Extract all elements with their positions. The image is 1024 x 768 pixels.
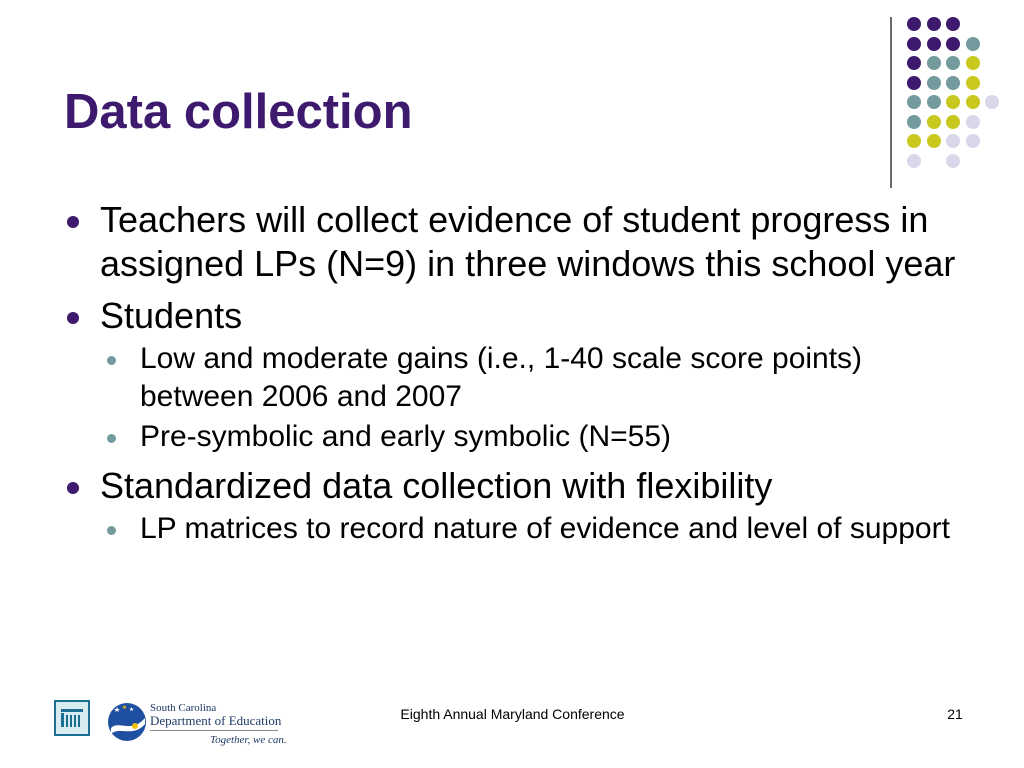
sub-bullet-item <box>62 340 962 416</box>
sub-bullet-text: Pre-symbolic and early symbolic (N=55) <box>140 420 672 453</box>
decorative-dot <box>985 95 999 109</box>
decorative-dot <box>907 76 921 90</box>
bullet-dot-icon <box>67 482 79 494</box>
decorative-dot <box>966 95 980 109</box>
logo-line-state: South Carolina <box>150 702 217 714</box>
sub-bullet-item <box>62 510 962 548</box>
decorative-dot <box>907 17 921 31</box>
footer-text: Eighth Annual Maryland Conference <box>400 706 625 722</box>
bullet-item <box>62 464 962 508</box>
decorative-dot <box>946 115 960 129</box>
decorative-dot <box>946 56 960 70</box>
decorative-dot <box>907 115 921 129</box>
decorative-dot <box>927 37 941 51</box>
sub-bullet-text: Low and moderate gains (i.e., 1-40 scale score points) between 2006 and 2007 <box>140 342 863 413</box>
decorative-dot <box>927 17 941 31</box>
decorative-dot <box>927 56 941 70</box>
decorative-dot <box>907 134 921 148</box>
sub-bullet-text: LP matrices to record nature of evidence and level of support <box>140 512 950 545</box>
slide-number: 21 <box>947 706 963 722</box>
bullet-text: Students <box>100 295 243 336</box>
decorative-dot <box>927 115 941 129</box>
bullet-dot-icon <box>67 216 79 228</box>
bullet-list <box>62 198 962 548</box>
bullet-text: Teachers will collect evidence of student progress in assigned LPs (N=9) in three windows this school year <box>100 199 956 284</box>
decorative-dot <box>946 134 960 148</box>
decorative-dot <box>927 76 941 90</box>
decorative-dot <box>927 134 941 148</box>
decorative-dot <box>907 56 921 70</box>
decorative-dot <box>907 154 921 168</box>
logo-line-department: Department of Education <box>150 713 282 728</box>
sub-bullet-dot-icon <box>107 526 116 535</box>
decorative-dot <box>907 95 921 109</box>
building-logo-icon <box>54 700 90 736</box>
bullet-dot-icon <box>67 312 79 324</box>
education-emblem-icon <box>105 700 149 744</box>
sub-bullet-dot-icon <box>107 434 116 443</box>
bullet-item <box>62 294 962 338</box>
decorative-dot <box>946 95 960 109</box>
slide-title: Data collection <box>64 85 413 139</box>
decorative-dot <box>946 76 960 90</box>
decorative-dot <box>946 17 960 31</box>
bullet-text: Standardized data collection with flexibility <box>100 465 773 506</box>
logo-tagline: Together, we can. <box>210 734 287 746</box>
decorative-dot <box>946 37 960 51</box>
divider-line <box>890 17 892 188</box>
decorative-dot <box>946 154 960 168</box>
decorative-dot <box>907 37 921 51</box>
decorative-dot <box>927 95 941 109</box>
decorative-dot <box>966 56 980 70</box>
sub-bullet-dot-icon <box>107 356 116 365</box>
education-department-logo <box>150 702 290 746</box>
decorative-dot <box>966 76 980 90</box>
decorative-dot <box>966 134 980 148</box>
decorative-dot <box>966 115 980 129</box>
sub-bullet-item <box>62 418 962 456</box>
bullet-item <box>62 198 962 286</box>
decorative-dot <box>966 37 980 51</box>
